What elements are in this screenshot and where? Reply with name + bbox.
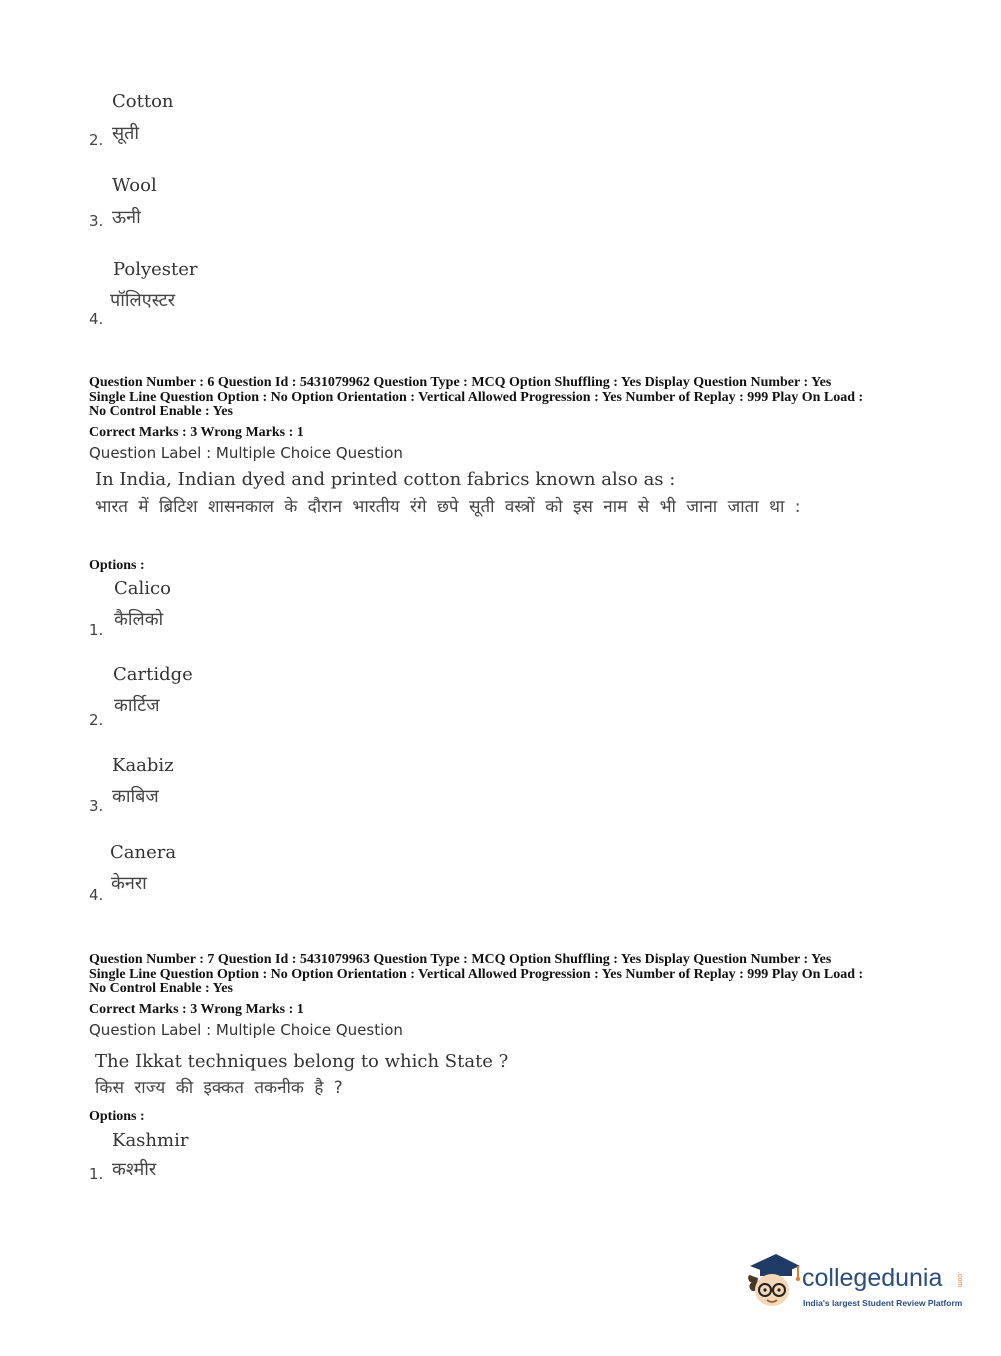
- question-marks: Correct Marks : 3 Wrong Marks : 1: [89, 1002, 304, 1017]
- meta-line: Question Number : 7 Question Id : 5431079963 Question Type : MCQ Option Shuffling : Yes Display Question Number : Yes: [89, 952, 832, 967]
- option-text-hi: कश्मीर: [112, 1159, 157, 1180]
- question-marks: Correct Marks : 3 Wrong Marks : 1: [89, 425, 304, 440]
- meta-line: Single Line Question Option : No Option Orientation : Vertical Allowed Progression : Yes Number of Replay : 999 Play On Load :: [89, 389, 864, 405]
- options-label: Options :: [89, 558, 145, 573]
- option-number: 3.: [89, 212, 104, 230]
- option-number: 4.: [89, 310, 104, 328]
- logo-domain: .com: [956, 1272, 963, 1288]
- logo-tagline: India's largest Student Review Platform: [803, 1298, 963, 1308]
- question-text-en: In India, Indian dyed and printed cotton fabrics known also as :: [95, 469, 676, 490]
- question-meta: [89, 953, 919, 997]
- option-text-hi: पॉलिएस्टर: [110, 290, 176, 311]
- mascot-icon: [742, 1250, 802, 1312]
- question-label: Question Label : Multiple Choice Question: [89, 444, 403, 462]
- option-text-en: Wool: [112, 175, 157, 196]
- question-text-hi: भारत में ब्रिटिश शासनकाल के दौरान भारतीय रंगे छपे सूती वस्त्रों को इस नाम से भी जाना जाता था :: [95, 497, 801, 517]
- option-text-hi: ऊनी: [112, 207, 141, 228]
- option-text-en: Calico: [114, 578, 171, 599]
- option-text-en: Kashmir: [112, 1130, 189, 1151]
- option-text-en: Polyester: [113, 259, 198, 280]
- option-text-hi: सूती: [112, 123, 140, 144]
- option-text-hi: केनरा: [111, 873, 147, 894]
- option-number: 2.: [89, 711, 104, 729]
- meta-line: No Control Enable : Yes: [89, 404, 233, 419]
- question-text-en: The Ikkat techniques belong to which State ?: [95, 1051, 509, 1072]
- question-label: Question Label : Multiple Choice Question: [89, 1021, 403, 1039]
- option-text-hi: काबिज: [112, 786, 159, 807]
- question-text-hi: किस राज्य की इक्कत तकनीक है ?: [95, 1078, 343, 1098]
- option-text-en: Cartidge: [113, 664, 193, 685]
- meta-line: Question Number : 6 Question Id : 5431079962 Question Type : MCQ Option Shuffling : Yes Display Question Number : Yes: [89, 375, 832, 390]
- option-number: 4.: [89, 886, 104, 904]
- option-number: 1.: [89, 621, 104, 639]
- option-number: 3.: [89, 797, 104, 815]
- option-text-hi: कार्टिज: [114, 695, 160, 716]
- option-number: 1.: [89, 1165, 104, 1183]
- meta-line: No Control Enable : Yes: [89, 981, 233, 996]
- meta-line: Single Line Question Option : No Option Orientation : Vertical Allowed Progression : Yes Number of Replay : 999 Play On Load :: [89, 966, 864, 982]
- option-text-en: Kaabiz: [112, 755, 174, 776]
- logo-wordmark: collegedunia: [802, 1264, 943, 1292]
- option-text-en: Cotton: [112, 91, 174, 112]
- option-text-en: Canera: [110, 842, 177, 863]
- collegedunia-logo: [742, 1250, 972, 1320]
- question-meta: [89, 376, 919, 420]
- options-label: Options :: [89, 1109, 145, 1124]
- option-number: 2.: [89, 131, 104, 149]
- option-text-hi: कैलिको: [114, 609, 164, 630]
